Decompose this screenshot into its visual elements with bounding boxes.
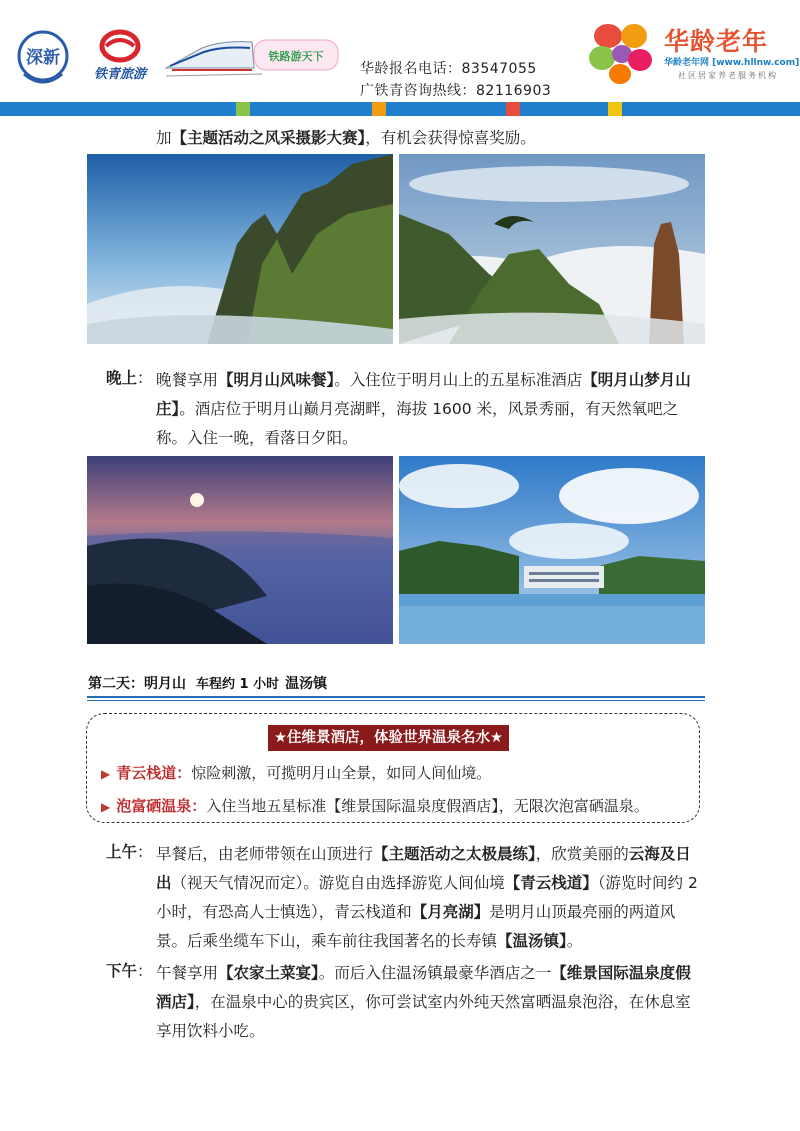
morning-t1: 早餐后，由老师带领在山顶进行 [156, 845, 374, 863]
train-tag-text: 铁路游天下 [268, 50, 324, 63]
hualing-brand-name: 华龄老年 [664, 27, 769, 56]
intro-highlight: 【主题活动之风采摄影大赛】 [171, 129, 366, 147]
evening-t2: 。入住位于明月山上的五星标准酒店 [334, 371, 583, 389]
evening-h2: 【明月山梦月山庄】 [156, 371, 691, 418]
photo-contest-line [156, 124, 536, 153]
hualing-site: 华龄老年网 [www.hllnw.com] [664, 58, 800, 68]
highlight-item-name: 泡富硒温泉： [116, 797, 207, 815]
day2-route: 车程约 1 小时 [196, 677, 280, 692]
tieqing-logo-text: 铁青旅游 [93, 67, 147, 82]
shenxin-logo-text: 深新 [26, 48, 60, 68]
morning-label [106, 840, 153, 862]
day2-title: 第二天：明月山 [88, 676, 186, 692]
hualing-flower-icon [586, 20, 658, 86]
afternoon-t2: 。而后入住温汤镇最豪华酒店之一 [318, 964, 552, 982]
morning-description [156, 840, 704, 956]
bar-segment [608, 102, 622, 116]
triangle-bullet-icon: ▶ [101, 767, 111, 781]
morning-t5: 是明月山顶最亮丽的两道风景。后乘坐缆车下山，乘车前往我国著名的长寿镇 [156, 903, 676, 950]
consult-hotline: 广铁青咨询热线：82116903 [360, 83, 552, 99]
morning-h3: 【青云栈道】 [504, 874, 598, 892]
lake-hotel-photo [399, 456, 705, 644]
day-two-heading [88, 673, 327, 693]
morning-t2: ，欣赏美丽的 [535, 845, 629, 863]
tieqing-logo [84, 26, 156, 86]
intro-suffix: ，有机会获得惊喜奖励。 [365, 129, 536, 147]
bar-segment [506, 102, 520, 116]
evening-description [156, 366, 704, 453]
evening-h1: 【明月山风味餐】 [218, 371, 335, 389]
afternoon-label [106, 959, 153, 981]
afternoon-t1: 午餐享用 [156, 964, 219, 982]
highlight-item [101, 760, 491, 787]
highlight-item-text: 入住当地五星标准【维景国际温泉度假酒店】，无限次泡富硒温泉。 [206, 797, 649, 815]
highlight-item-text: 惊险刺激，可揽明月山全景，如同人间仙境。 [191, 764, 492, 782]
evening-sep: ： [137, 369, 153, 387]
morning-h2: 云海及日出 [156, 845, 691, 892]
intro-prefix: 加 [156, 129, 172, 147]
morning-t6: 。 [566, 932, 583, 950]
heading-underline-thin [87, 700, 705, 701]
morning-label-text: 上午 [106, 843, 138, 861]
day2-destination: 温汤镇 [285, 676, 328, 692]
highlight-item [101, 793, 649, 820]
afternoon-h1: 【农家土菜宴】 [218, 964, 319, 982]
evening-label [106, 366, 153, 388]
morning-t4: （游览时间约 2 小时，有恐高人士慎选），青云栈道和 [156, 874, 698, 921]
morning-h1: 【主题活动之太极晨练】 [373, 845, 536, 863]
evening-t1: 晚餐享用 [156, 371, 219, 389]
signup-phone: 华龄报名电话：83547055 [360, 61, 537, 77]
afternoon-sep: ： [137, 962, 153, 980]
highlight-item-name: 青云栈道： [116, 764, 192, 782]
morning-t3: （视天气情况而定）。游览自由选择游览人间仙境 [171, 874, 505, 892]
triangle-bullet-icon: ▶ [101, 800, 111, 814]
evening-t3: 。酒店位于明月山巅月亮湖畔，海拔 1600 米，风景秀丽，有天然氧吧之称。入住一晚，看落日夕阳。 [156, 400, 679, 447]
header-color-bar [0, 102, 800, 116]
heading-underline [87, 696, 705, 698]
bar-segment [236, 102, 250, 116]
shenxin-logo [12, 28, 74, 88]
highlights-title: ★住维景酒店，体验世界温泉名水★ [268, 725, 509, 751]
mountain-peak-photo [87, 154, 393, 344]
morning-h5: 【温汤镇】 [497, 932, 567, 950]
afternoon-t3: ，在温泉中心的贵宾区，你可尝试室内外纯天然富晒温泉泡浴，在休息室享用饮料小吃。 [156, 993, 691, 1040]
hualing-subtitle: 社区居家养老服务机构 [678, 71, 778, 80]
morning-sep: ： [137, 843, 153, 861]
afternoon-label-text: 下午 [106, 962, 138, 980]
sunset-photo [87, 456, 393, 644]
morning-h4: 【月亮湖】 [411, 903, 490, 921]
afternoon-h2: 【维景国际温泉度假酒店】 [156, 964, 691, 1011]
afternoon-description [156, 959, 704, 1046]
train-image [162, 28, 342, 84]
bar-segment [372, 102, 386, 116]
evening-label-text: 晚上 [106, 369, 138, 387]
cloud-sea-photo [399, 154, 705, 344]
